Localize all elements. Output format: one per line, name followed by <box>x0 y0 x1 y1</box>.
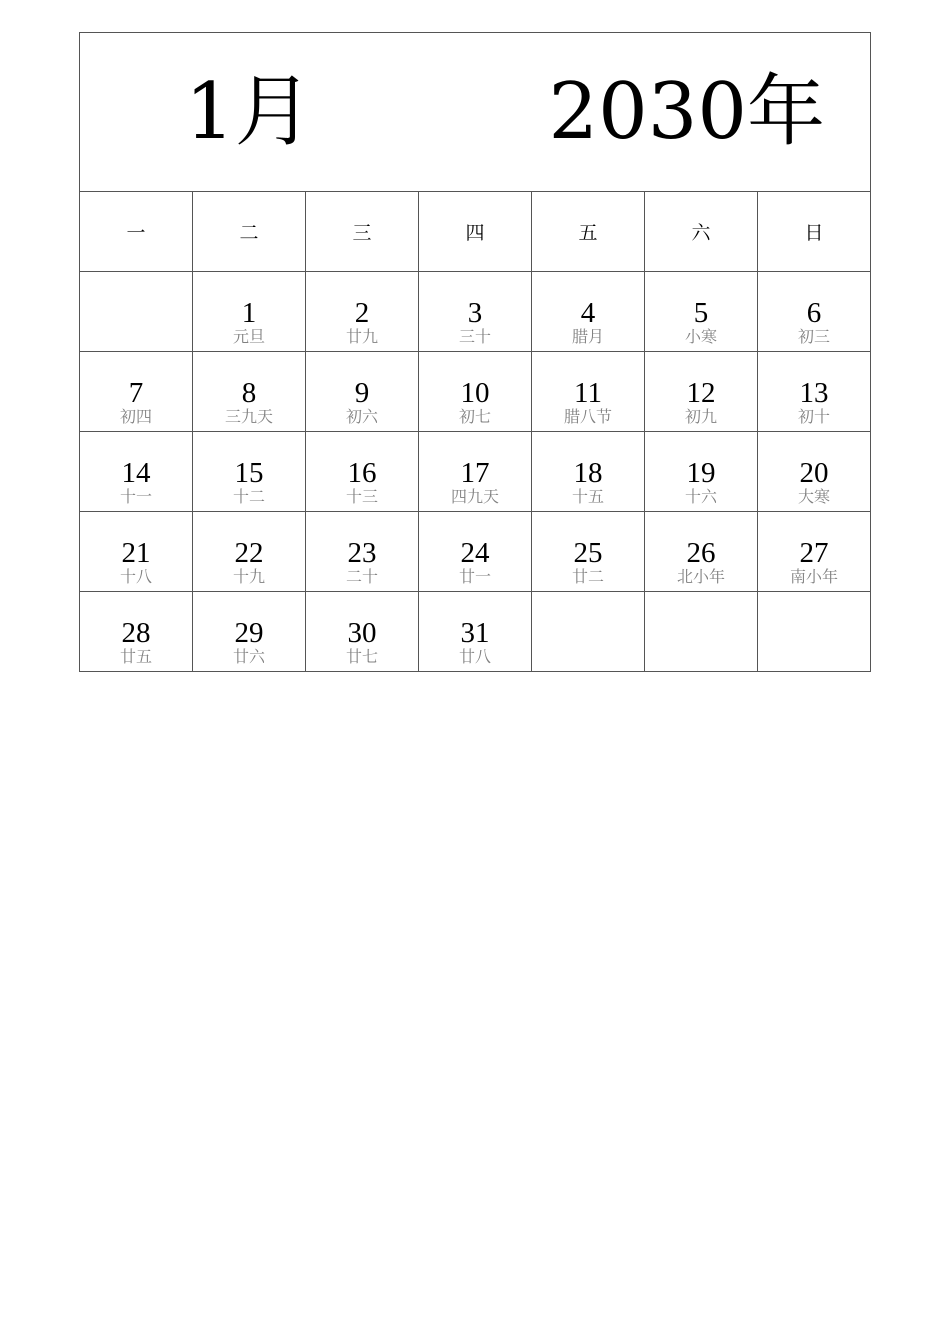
lunar-date: 初十 <box>797 407 830 426</box>
weekday-sun: 日 <box>758 192 871 272</box>
weekday-fri: 五 <box>532 192 645 272</box>
lunar-date: 初九 <box>684 407 717 426</box>
week-row-5 <box>80 592 871 672</box>
day-number: 7 <box>128 377 144 409</box>
weekday-wed: 三 <box>306 192 419 272</box>
weekday-header-row <box>80 192 871 272</box>
calendar-table <box>79 32 871 672</box>
day-cell <box>419 272 532 352</box>
lunar-date: 十六 <box>684 487 717 506</box>
lunar-date: 廿八 <box>458 647 491 666</box>
day-number: 27 <box>799 537 829 569</box>
lunar-date: 初七 <box>458 407 491 426</box>
day-cell <box>532 592 645 672</box>
day-number: 25 <box>573 537 603 569</box>
lunar-date: 初六 <box>345 407 378 426</box>
day-cell <box>419 512 532 592</box>
day-cell <box>758 272 871 352</box>
day-cell <box>193 432 306 512</box>
day-cell <box>645 592 758 672</box>
lunar-date: 十五 <box>571 487 604 506</box>
lunar-date: 南小年 <box>789 567 838 586</box>
lunar-date: 廿二 <box>571 567 604 586</box>
day-cell <box>758 432 871 512</box>
month-title: 1月 <box>185 67 313 157</box>
day-number: 5 <box>693 297 709 329</box>
day-number: 19 <box>686 457 716 489</box>
day-number: 11 <box>574 377 602 409</box>
day-number: 29 <box>234 617 264 649</box>
day-cell <box>80 592 193 672</box>
day-cell <box>532 512 645 592</box>
day-number: 6 <box>806 297 822 329</box>
day-cell <box>419 352 532 432</box>
day-cell <box>306 512 419 592</box>
day-number: 2 <box>354 297 370 329</box>
lunar-date: 初四 <box>119 407 152 426</box>
day-cell <box>306 592 419 672</box>
week-row-1 <box>80 272 871 352</box>
day-cell <box>306 432 419 512</box>
day-cell <box>80 512 193 592</box>
day-cell <box>193 272 306 352</box>
day-cell <box>419 432 532 512</box>
day-cell <box>645 272 758 352</box>
day-number: 12 <box>686 377 716 409</box>
weekday-tue: 二 <box>193 192 306 272</box>
week-row-2 <box>80 352 871 432</box>
day-number: 20 <box>799 457 829 489</box>
lunar-date: 四九天 <box>450 487 499 506</box>
lunar-date: 三九天 <box>224 407 273 426</box>
lunar-date: 十一 <box>119 487 152 506</box>
lunar-date: 廿一 <box>458 567 491 586</box>
calendar-title <box>80 33 871 192</box>
lunar-date: 廿六 <box>232 647 265 666</box>
day-number: 31 <box>460 617 490 649</box>
weekday-mon: 一 <box>80 192 193 272</box>
day-cell <box>80 272 193 352</box>
day-cell <box>532 352 645 432</box>
lunar-date: 二十 <box>345 567 378 586</box>
week-row-3 <box>80 432 871 512</box>
year-title: 2030年 <box>548 67 825 157</box>
day-number: 16 <box>347 457 377 489</box>
lunar-date: 廿七 <box>345 647 378 666</box>
day-cell <box>193 592 306 672</box>
day-number: 23 <box>347 537 377 569</box>
lunar-date: 十八 <box>119 567 152 586</box>
lunar-date: 十三 <box>345 487 378 506</box>
weekday-sat: 六 <box>645 192 758 272</box>
day-cell <box>80 432 193 512</box>
lunar-date: 腊月 <box>571 327 604 346</box>
lunar-date: 大寒 <box>797 487 830 506</box>
lunar-date: 腊八节 <box>563 407 612 426</box>
day-number: 24 <box>460 537 490 569</box>
weekday-thu: 四 <box>419 192 532 272</box>
day-cell <box>532 432 645 512</box>
day-cell <box>758 352 871 432</box>
day-number: 28 <box>121 617 151 649</box>
week-row-4 <box>80 512 871 592</box>
day-number: 10 <box>460 377 490 409</box>
day-cell <box>645 512 758 592</box>
day-cell <box>193 352 306 432</box>
day-number: 3 <box>467 297 483 329</box>
lunar-date: 三十 <box>458 327 491 346</box>
day-number: 21 <box>121 537 151 569</box>
lunar-date: 十九 <box>232 567 265 586</box>
day-cell <box>532 272 645 352</box>
day-number: 8 <box>241 377 257 409</box>
lunar-date: 小寒 <box>684 327 717 346</box>
day-cell <box>758 592 871 672</box>
lunar-date: 廿九 <box>345 327 378 346</box>
day-cell <box>645 432 758 512</box>
lunar-date: 十二 <box>232 487 265 506</box>
lunar-date: 北小年 <box>676 567 725 586</box>
day-cell <box>306 352 419 432</box>
day-number: 9 <box>354 377 370 409</box>
day-number: 13 <box>799 377 829 409</box>
day-number: 17 <box>460 457 490 489</box>
day-number: 26 <box>686 537 716 569</box>
day-cell <box>306 272 419 352</box>
day-number: 30 <box>347 617 377 649</box>
day-number: 1 <box>241 297 257 329</box>
day-number: 22 <box>234 537 264 569</box>
day-number: 15 <box>234 457 264 489</box>
lunar-date: 初三 <box>797 327 830 346</box>
day-cell <box>193 512 306 592</box>
day-cell <box>80 352 193 432</box>
lunar-date: 元旦 <box>232 327 265 346</box>
day-cell <box>419 592 532 672</box>
day-cell <box>758 512 871 592</box>
day-number: 14 <box>121 457 151 489</box>
day-number: 18 <box>573 457 603 489</box>
day-number: 4 <box>580 297 596 329</box>
day-cell <box>645 352 758 432</box>
lunar-date: 廿五 <box>119 647 152 666</box>
